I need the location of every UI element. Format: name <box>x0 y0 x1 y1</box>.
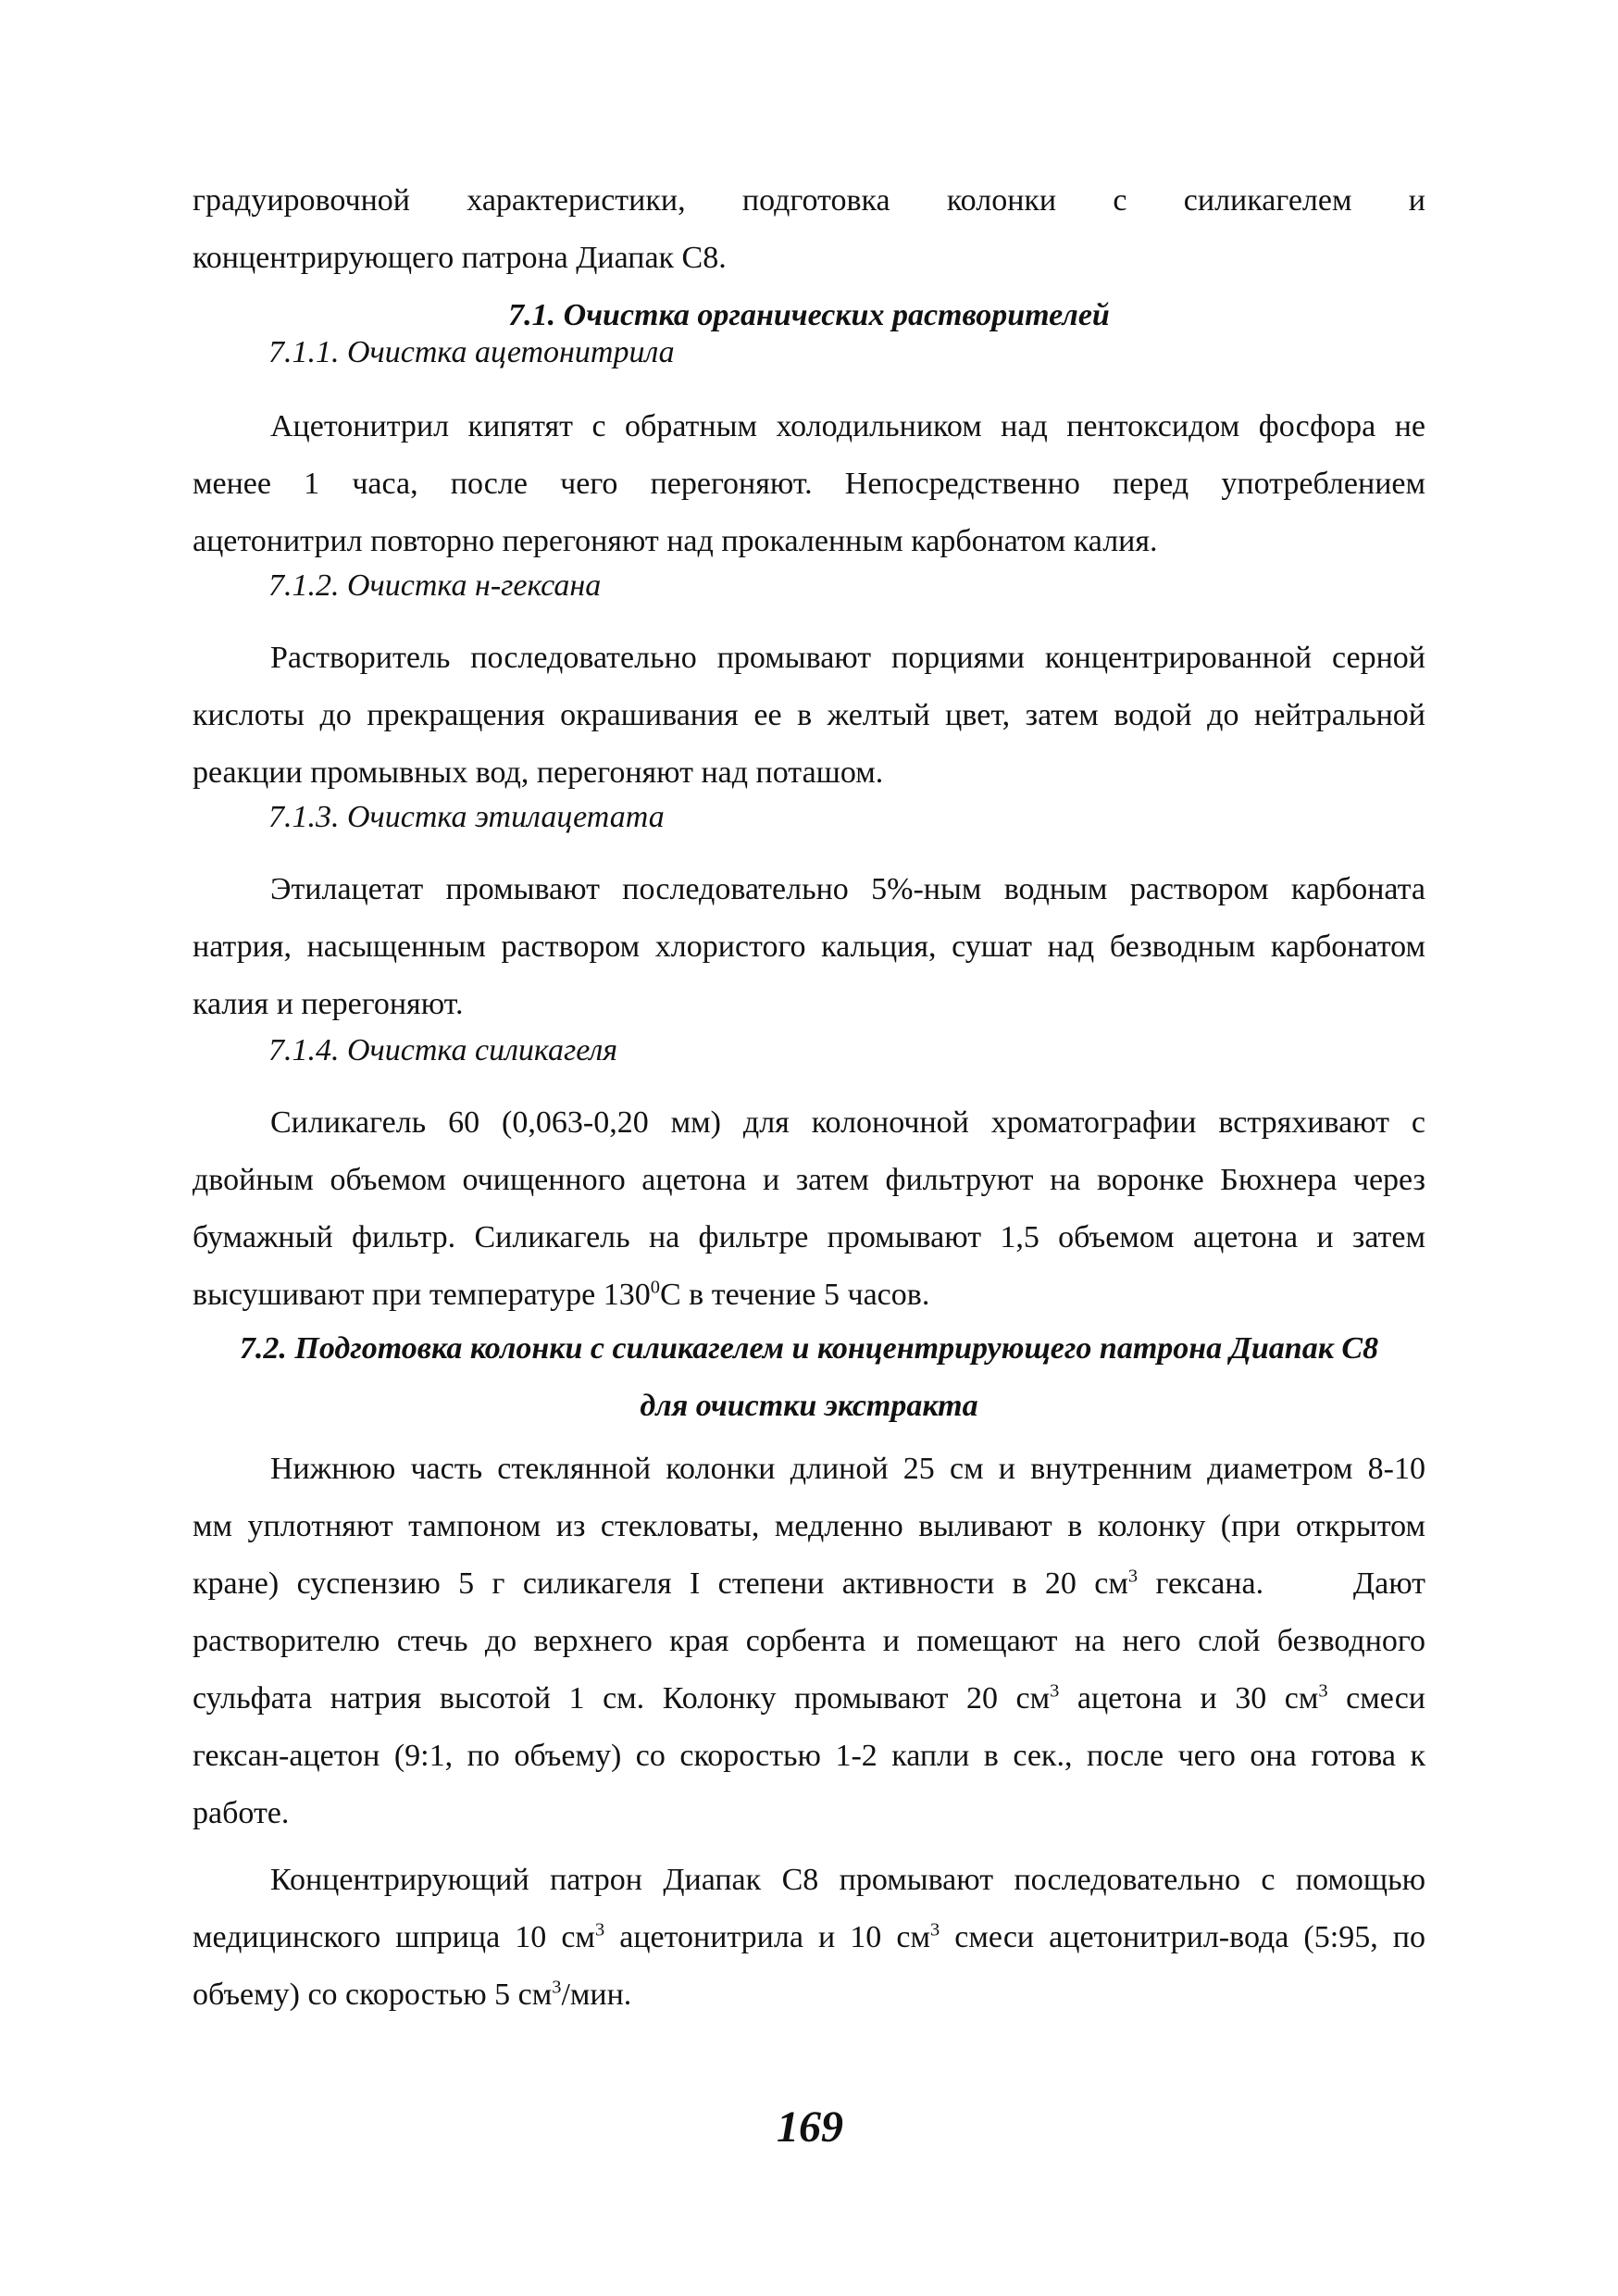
text-line: ацетонитрил повторно перегоняют над прокаленным карбонатом калия. <box>193 524 1158 558</box>
text-line: Нижнюю часть стеклянной колонки длиной 25 см и внутренним диаметром 8-10 <box>270 1452 1425 1486</box>
page-number: 169 <box>777 2103 843 2152</box>
text-line: градуировочной характеристики, подготовка колонки с силикагелем и <box>193 183 1425 218</box>
heading-line: 7.2. Подготовка колонки с силикагелем и концентрирующего патрона Диапак С8 <box>239 1331 1379 1366</box>
paragraph-7-2-b <box>193 1852 1425 1909</box>
paragraph-7-1-2 <box>193 630 1425 687</box>
paragraph-7-2-a-cont <box>193 1498 1425 1842</box>
paragraph-7-1-2-cont <box>193 687 1425 802</box>
text-line: реакции промывных вод, перегоняют над поташом. <box>193 755 884 790</box>
subsection-heading-7-1-1: 7.1.1. Очистка ацетонитрила <box>268 335 675 369</box>
subsection-heading-7-1-3: 7.1.3. Очистка этилацетата <box>268 800 665 834</box>
text-line: Растворитель последовательно промывают порциями концентрированной серной <box>270 641 1425 675</box>
text-line: высушивают при температуре $130^0С$ в течение 5 часов. <box>193 1277 930 1312</box>
text-line: гексан-ацетон (9:1, по объему) со скоростью 1-2 капли в сек., после чего она готова к <box>193 1739 1425 1773</box>
paragraph-7-2-b-cont <box>193 1909 1425 2024</box>
section-heading-7-2 <box>193 1320 1425 1435</box>
paragraph-7-2-a <box>193 1441 1425 1498</box>
paragraph-7-1-4 <box>193 1094 1425 1152</box>
subsection-heading-7-1-2: 7.1.2. Очистка н-гексана <box>268 568 602 603</box>
paragraph-7-1-1 <box>193 398 1425 455</box>
text-line: кране) суспензию 5 г силикагеля I степени активности в 20 $см^3$ гексана. Дают <box>193 1566 1425 1601</box>
text-line: Силикагель 60 (0,063-0,20 мм) для колоночной хроматографии встряхивают с <box>270 1105 1425 1140</box>
text-line: работе. <box>193 1796 290 1830</box>
subsection-heading-7-1-4: 7.1.4. Очистка силикагеля <box>268 1033 618 1067</box>
text-line: медицинского шприца 10 $см^3$ ацетонитрила и 10 $см^3$ смеси ацетонитрил-вода (5:95, по <box>193 1919 1425 1954</box>
heading-line: для очистки экстракта <box>640 1389 978 1423</box>
text-line: Ацетонитрил кипятят с обратным холодильником над пентоксидом фосфора не <box>270 409 1425 443</box>
text-line: растворителю стечь до верхнего края сорбента и помещают на него слой безводного <box>193 1624 1425 1658</box>
text-line: концентрирующего патрона Диапак С8. <box>193 241 727 275</box>
text-line: калия и перегоняют. <box>193 987 464 1021</box>
paragraph-7-1-3 <box>193 861 1425 918</box>
paragraph-7-1-4-cont <box>193 1152 1425 1324</box>
intro-paragraph <box>193 172 1425 287</box>
text-line: натрия, насыщенным раствором хлористого кальция, сушат над безводным карбонатом <box>193 930 1425 964</box>
text-line: кислоты до прекращения окрашивания ее в желтый цвет, затем водой до нейтральной <box>193 698 1425 732</box>
section-heading-7-1: 7.1. Очистка органических растворителей <box>508 298 1110 332</box>
paragraph-7-1-1-cont <box>193 455 1425 570</box>
text-line: объему) со скоростью 5 $см^3$/мин. <box>193 1977 632 2012</box>
text-line: Концентрирующий патрон Диапак С8 промывают последовательно с помощью <box>270 1863 1425 1897</box>
text-line: сульфата натрия высотой 1 см. Колонку промывают 20 $см^3$ ацетона и 30 $см^3$ смеси <box>193 1680 1426 1716</box>
text-line: двойным объемом очищенного ацетона и затем фильтруют на воронке Бюхнера через <box>193 1163 1425 1197</box>
text-line: менее 1 часа, после чего перегоняют. Непосредственно перед употреблением <box>193 467 1425 501</box>
text-line: мм уплотняют тампоном из стекловаты, медленно выливают в колонку (при открытом <box>193 1509 1425 1543</box>
paragraph-7-1-3-cont <box>193 918 1425 1033</box>
text-line: бумажный фильтр. Силикагель на фильтре промывают 1,5 объемом ацетона и затем <box>193 1220 1425 1254</box>
text-line: Этилацетат промывают последовательно 5%-ным водным раствором карбоната <box>270 872 1425 906</box>
